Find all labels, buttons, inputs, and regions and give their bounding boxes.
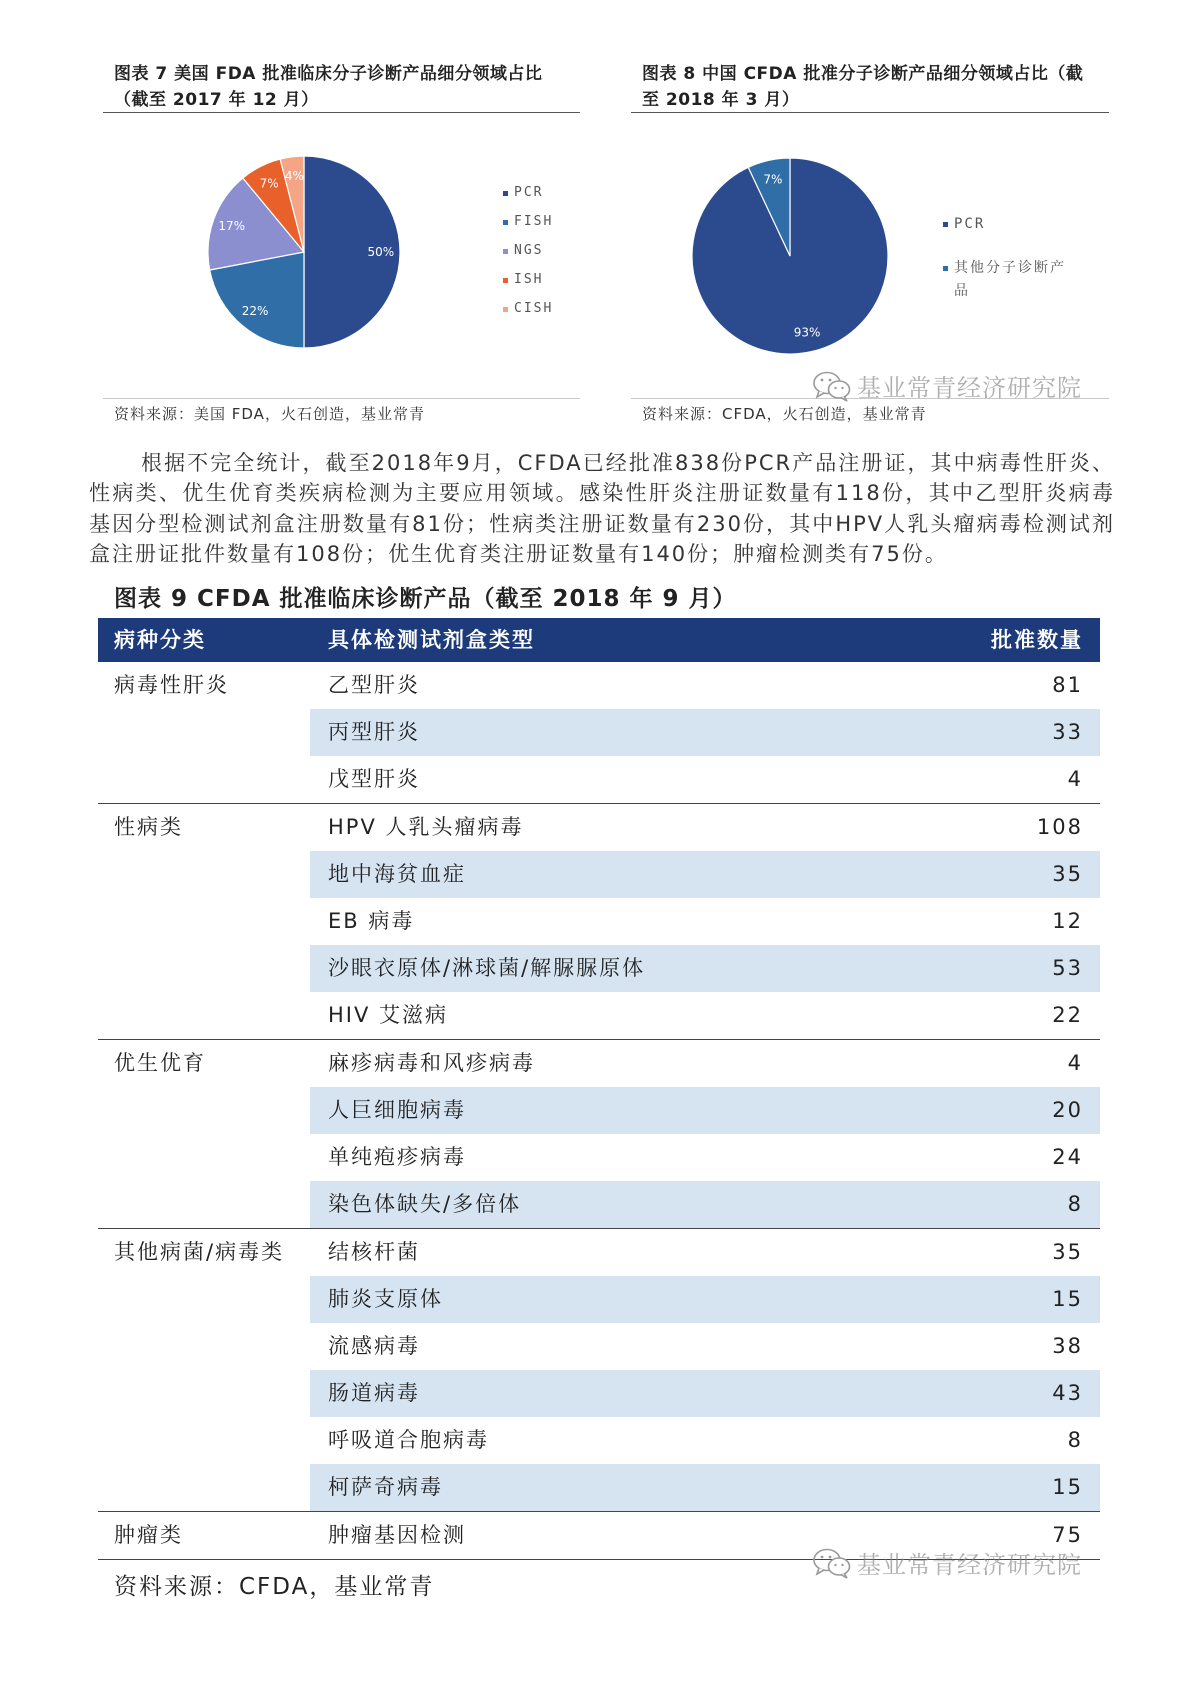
legend-label: CISH bbox=[514, 301, 554, 316]
legend-swatch bbox=[943, 266, 948, 271]
fda-legend-item-fish bbox=[503, 213, 553, 231]
table-row bbox=[98, 851, 1100, 898]
approval-count-cell: 4 bbox=[1067, 1051, 1083, 1075]
approval-count-cell: 24 bbox=[1052, 1145, 1083, 1169]
kit-type-cell: 地中海贫血症 bbox=[328, 862, 466, 886]
table-row bbox=[98, 1134, 1100, 1181]
approval-count-cell: 35 bbox=[1052, 1240, 1083, 1264]
legend-swatch bbox=[503, 307, 508, 312]
approval-count-cell: 8 bbox=[1067, 1192, 1083, 1216]
legend-swatch bbox=[503, 249, 508, 254]
approval-count-cell: 8 bbox=[1067, 1428, 1083, 1452]
table-row bbox=[98, 1323, 1100, 1370]
legend-label: 其他分子诊断产品 bbox=[954, 260, 1066, 299]
table-group bbox=[98, 662, 1100, 804]
approval-count-cell: 81 bbox=[1052, 673, 1083, 697]
legend-label: FISH bbox=[514, 214, 554, 229]
approval-count-cell: 53 bbox=[1052, 956, 1083, 980]
header-category: 病种分类 bbox=[114, 628, 206, 652]
approval-table bbox=[98, 618, 1100, 1560]
table-row bbox=[98, 1087, 1100, 1134]
approval-count-cell: 20 bbox=[1052, 1098, 1083, 1122]
figure9-title: 图表 9 CFDA 批准临床诊断产品（截至 2018 年 9 月） bbox=[114, 586, 737, 612]
approval-count-cell: 12 bbox=[1052, 909, 1083, 933]
fda-legend-item-pcr bbox=[503, 184, 543, 202]
table-header bbox=[98, 618, 1100, 662]
figure7-title bbox=[114, 61, 584, 113]
approval-count-cell: 43 bbox=[1052, 1381, 1083, 1405]
kit-type-cell: 肿瘤基因检测 bbox=[328, 1523, 466, 1547]
watermark-text: 基业常青经济研究院 bbox=[857, 374, 1082, 402]
kit-type-cell: 沙眼衣原体/淋球菌/解脲脲原体 bbox=[328, 956, 646, 980]
kit-type-cell: 染色体缺失/多倍体 bbox=[328, 1192, 522, 1216]
table-group bbox=[98, 1040, 1100, 1229]
figure9-source: 资料来源：CFDA，基业常青 bbox=[114, 1574, 435, 1600]
approval-count-cell: 15 bbox=[1052, 1287, 1083, 1311]
fda-slice-label-cish: 4% bbox=[284, 168, 304, 183]
legend-label: PCR bbox=[514, 185, 544, 200]
fda-slice-label-ish: 7% bbox=[259, 176, 279, 191]
fda-slice-label-ngs: 17% bbox=[218, 218, 246, 233]
table-row bbox=[98, 662, 1100, 709]
table-row bbox=[98, 1276, 1100, 1323]
table-row bbox=[98, 1417, 1100, 1464]
body-paragraph: 根据不完全统计，截至2018年9月，CFDA已经批准838份PCR产品注册证，其中病毒性肝炎、性病类、优生优育类疾病检测为主要应用领域。感染性肝炎注册证数量有118份，其中乙型肝炎病毒基因分型检测试剂盒注册数量有81份；性病类注册证数量有230份，其中HPV人乳头瘤病毒检测试剂盒注册证批件数量有108份；优生优育类注册证数量有140份；肿瘤检测类有75份。 bbox=[89, 451, 1115, 567]
watermark-text: 基业常青经济研究院 bbox=[857, 1551, 1082, 1579]
fda-legend-item-ish bbox=[503, 271, 543, 289]
cfda-legend-item-pcr bbox=[943, 213, 1070, 236]
legend-swatch bbox=[503, 220, 508, 225]
kit-type-cell: 单纯疱疹病毒 bbox=[328, 1145, 466, 1169]
approval-count-cell: 22 bbox=[1052, 1003, 1083, 1027]
kit-type-cell: HIV 艾滋病 bbox=[328, 1003, 449, 1027]
kit-type-cell: 呼吸道合胞病毒 bbox=[328, 1428, 489, 1452]
figure7-title-line1: 图表 7 美国 FDA 批准临床分子诊断产品细分领域占比 bbox=[114, 64, 543, 84]
approval-count-cell: 4 bbox=[1067, 767, 1083, 791]
approval-count-cell: 35 bbox=[1052, 862, 1083, 886]
figure8-source: 资料来源：CFDA，火石创造，基业常青 bbox=[642, 405, 927, 423]
figure7-source: 资料来源：美国 FDA，火石创造，基业常青 bbox=[114, 405, 425, 423]
table-group bbox=[98, 804, 1100, 1040]
figure8-title bbox=[642, 61, 1107, 113]
cfda-slice-label-pcr: 93% bbox=[793, 325, 821, 340]
table-row bbox=[98, 804, 1100, 851]
table-group bbox=[98, 1229, 1100, 1512]
table-row bbox=[98, 1181, 1100, 1228]
category-cell: 其他病菌/病毒类 bbox=[114, 1240, 285, 1264]
table-row bbox=[98, 756, 1100, 803]
fda-slice-label-fish: 22% bbox=[241, 304, 269, 319]
kit-type-cell: 戊型肝炎 bbox=[328, 767, 420, 791]
table-row bbox=[98, 945, 1100, 992]
kit-type-cell: 丙型肝炎 bbox=[328, 720, 420, 744]
figure8-title-line2: 至 2018 年 3 月） bbox=[642, 90, 800, 110]
cfda-legend-item-other bbox=[943, 257, 1070, 303]
table-row bbox=[98, 1370, 1100, 1417]
category-cell: 肿瘤类 bbox=[114, 1523, 183, 1547]
kit-type-cell: 肠道病毒 bbox=[328, 1381, 420, 1405]
header-kit-type: 具体检测试剂盒类型 bbox=[328, 628, 535, 652]
table-row bbox=[98, 1040, 1100, 1087]
cfda-pie-chart bbox=[631, 112, 1109, 398]
legend-label: NGS bbox=[514, 243, 544, 258]
kit-type-cell: 乙型肝炎 bbox=[328, 673, 420, 697]
legend-swatch bbox=[503, 278, 508, 283]
approval-count-cell: 38 bbox=[1052, 1334, 1083, 1358]
wechat-icon bbox=[812, 370, 852, 402]
approval-count-cell: 15 bbox=[1052, 1475, 1083, 1499]
approval-count-cell: 108 bbox=[1036, 815, 1083, 839]
figure7-bottom-rule bbox=[103, 398, 580, 399]
category-cell: 性病类 bbox=[114, 815, 183, 839]
kit-type-cell: 麻疹病毒和风疹病毒 bbox=[328, 1051, 535, 1075]
category-cell: 优生优育 bbox=[114, 1051, 206, 1075]
table-row bbox=[98, 709, 1100, 756]
fda-legend-item-ngs bbox=[503, 242, 543, 260]
header-count: 批准数量 bbox=[991, 628, 1083, 652]
table-row bbox=[98, 1464, 1100, 1511]
legend-label: PCR bbox=[954, 216, 986, 232]
kit-type-cell: 结核杆菌 bbox=[328, 1240, 420, 1264]
kit-type-cell: 流感病毒 bbox=[328, 1334, 420, 1358]
watermark bbox=[812, 1545, 1082, 1580]
table-row bbox=[98, 992, 1100, 1039]
fda-legend-item-cish bbox=[503, 300, 553, 318]
approval-count-cell: 33 bbox=[1052, 720, 1083, 744]
table-body bbox=[98, 662, 1100, 1560]
wechat-icon bbox=[812, 1547, 852, 1579]
legend-swatch bbox=[943, 222, 948, 227]
cfda-slice-label-other: 7% bbox=[763, 172, 783, 187]
kit-type-cell: 肺炎支原体 bbox=[328, 1287, 443, 1311]
kit-type-cell: 柯萨奇病毒 bbox=[328, 1475, 443, 1499]
legend-swatch bbox=[503, 191, 508, 196]
kit-type-cell: EB 病毒 bbox=[328, 909, 415, 933]
figure8-title-line1: 图表 8 中国 CFDA 批准分子诊断产品细分领域占比（截 bbox=[642, 64, 1084, 84]
kit-type-cell: 人巨细胞病毒 bbox=[328, 1098, 466, 1122]
approval-count-cell: 75 bbox=[1052, 1523, 1083, 1547]
kit-type-cell: HPV 人乳头瘤病毒 bbox=[328, 815, 524, 839]
figure7-title-line2: （截至 2017 年 12 月） bbox=[114, 90, 319, 110]
watermark bbox=[812, 368, 1082, 403]
category-cell: 病毒性肝炎 bbox=[114, 673, 229, 697]
table-row bbox=[98, 898, 1100, 945]
fda-slice-label-pcr: 50% bbox=[367, 245, 395, 259]
legend-label: ISH bbox=[514, 272, 544, 287]
